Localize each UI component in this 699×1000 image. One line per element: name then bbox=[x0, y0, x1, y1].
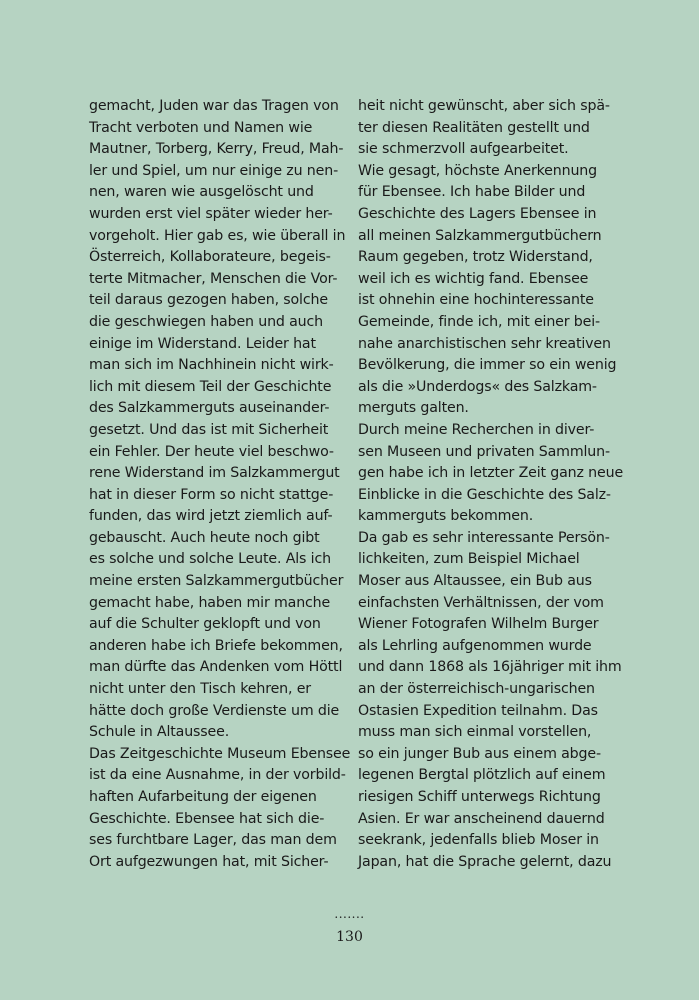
text-line: einige im Widerstand. Leider hat bbox=[89, 335, 316, 352]
text-line: man dürfte das Andenken vom Höttl bbox=[89, 659, 343, 676]
text-line: terte Mitmacher, Menschen die Vor- bbox=[89, 270, 338, 287]
text-line: hätte doch große Verdienste um die bbox=[89, 702, 340, 719]
text-line: meine ersten Salzkammergutbücher bbox=[89, 573, 344, 590]
text-line: Tracht verboten und Namen wie bbox=[89, 119, 313, 136]
text-line: legenen Bergtal plötzlich auf einem bbox=[358, 767, 606, 784]
text-line: so ein junger Bub aus einem abge- bbox=[358, 745, 601, 762]
text-line: Raum gegeben, trotz Widerstand, bbox=[358, 249, 593, 266]
text-line: es solche und solche Leute. Als ich bbox=[89, 551, 331, 568]
text-line: riesigen Schiff unterwegs Richtung bbox=[358, 789, 601, 805]
text-line: teil daraus gezogen haben, solche bbox=[89, 292, 328, 309]
text-line: ist ohnehin eine hochinteressante bbox=[358, 292, 594, 309]
text-line: des Salzkammerguts auseinander- bbox=[89, 400, 330, 417]
text-line: rene Widerstand im Salzkammergut bbox=[89, 465, 340, 482]
text-line: gesetzt. Und das ist mit Sicherheit bbox=[89, 421, 329, 438]
text-line: funden, das wird jetzt ziemlich auf- bbox=[89, 508, 333, 525]
text-line: wurden erst viel später wieder her- bbox=[89, 205, 333, 222]
text-line: Schule in Altaussee. bbox=[89, 724, 230, 741]
text-line: Einblicke in die Geschichte des Salz- bbox=[358, 486, 611, 503]
text-line: Wiener Fotografen Wilhelm Burger bbox=[358, 616, 599, 633]
text-line: Da gab es sehr interessante Persön- bbox=[358, 529, 610, 546]
text-line: einfachsten Verhältnissen, der vom bbox=[358, 594, 604, 611]
text-line: haften Aufarbeitung der eigenen bbox=[89, 789, 317, 805]
text-line: nahe anarchistischen sehr kreativen bbox=[358, 335, 611, 352]
text-line: sen Museen und privaten Sammlun- bbox=[358, 443, 610, 460]
text-line: und dann 1868 als 16jähriger mit ihm bbox=[358, 659, 622, 676]
text-line: heit nicht gewünscht, aber sich spä- bbox=[358, 98, 610, 114]
text-line: all meinen Salzkammergutbüchern bbox=[358, 227, 602, 244]
text-line: kammerguts bekommen. bbox=[358, 508, 534, 525]
text-line: Durch meine Recherchen in diver- bbox=[358, 421, 595, 438]
text-line: als Lehrling aufgenommen wurde bbox=[358, 637, 592, 654]
text-line: Das Zeitgeschichte Museum Ebensee bbox=[89, 745, 351, 762]
text-line: sie schmerzvoll aufgearbeitet. bbox=[358, 141, 569, 158]
text-line: gemacht habe, haben mir manche bbox=[89, 594, 331, 611]
text-line: muss man sich einmal vorstellen, bbox=[358, 724, 592, 741]
text-line: Ostasien Expedition teilnahm. Das bbox=[358, 702, 598, 719]
text-line: lichkeiten, zum Beispiel Michael bbox=[358, 551, 580, 568]
text-line: ter diesen Realitäten gestellt und bbox=[358, 119, 590, 136]
text-line: Geschichte. Ebensee hat sich die- bbox=[89, 810, 325, 827]
text-line: gemacht, Juden war das Tragen von bbox=[89, 98, 339, 114]
text-line: nen, waren wie ausgelöscht und bbox=[89, 184, 314, 201]
text-line: Ort aufgezwungen hat, mit Sicher- bbox=[89, 853, 329, 870]
footer-ornament: ....... bbox=[334, 907, 365, 921]
text-line: merguts galten. bbox=[358, 400, 469, 417]
text-line: nicht unter den Tisch kehren, er bbox=[89, 681, 311, 698]
text-line: für Ebensee. Ich habe Bilder und bbox=[358, 184, 586, 201]
text-line: lich mit diesem Teil der Geschichte bbox=[89, 378, 332, 395]
text-line: auf die Schulter geklopft und von bbox=[89, 616, 321, 633]
text-line: als die »Underdogs« des Salzkam- bbox=[358, 378, 597, 395]
text-line: gen habe ich in letzter Zeit ganz neue bbox=[358, 465, 624, 482]
text-line: anderen habe ich Briefe bekommen, bbox=[89, 637, 343, 654]
text-line: weil ich es wichtig fand. Ebensee bbox=[358, 270, 589, 287]
text-line: ler und Spiel, um nur einige zu nen- bbox=[89, 162, 339, 179]
text-line: gebauscht. Auch heute noch gibt bbox=[89, 529, 320, 546]
text-line: Wie gesagt, höchste Anerkennung bbox=[358, 162, 597, 179]
text-line: Mautner, Torberg, Kerry, Freud, Mah- bbox=[89, 141, 344, 158]
text-line: hat in dieser Form so nicht stattge- bbox=[89, 486, 334, 503]
text-column-left bbox=[89, 96, 351, 873]
text-line: die geschwiegen haben und auch bbox=[89, 313, 324, 330]
text-line: vorgeholt. Hier gab es, wie überall in bbox=[89, 227, 346, 244]
text-line: Bevölkerung, die immer so ein wenig bbox=[358, 357, 617, 374]
text-line: Österreich, Kollaborateure, begeis- bbox=[89, 249, 331, 266]
text-line: ses furchtbare Lager, das man dem bbox=[89, 832, 337, 849]
text-line: ein Fehler. Der heute viel beschwo- bbox=[89, 443, 334, 460]
text-line: seekrank, jedenfalls blieb Moser in bbox=[358, 832, 599, 849]
text-line: an der österreichisch-ungarischen bbox=[358, 681, 595, 698]
text-line: Asien. Er war anscheinend dauernd bbox=[358, 810, 605, 827]
text-line: Moser aus Altaussee, ein Bub aus bbox=[358, 573, 592, 590]
text-line: man sich im Nachhinein nicht wirk- bbox=[89, 357, 334, 374]
text-line: Geschichte des Lagers Ebensee in bbox=[358, 205, 597, 222]
page-number: 130 bbox=[336, 929, 363, 945]
text-line: Gemeinde, finde ich, mit einer bei- bbox=[358, 313, 600, 330]
text-line: Japan, hat die Sprache gelernt, dazu bbox=[358, 853, 612, 870]
text-column-right bbox=[358, 96, 624, 873]
text-line: ist da eine Ausnahme, in der vorbild- bbox=[89, 767, 346, 784]
